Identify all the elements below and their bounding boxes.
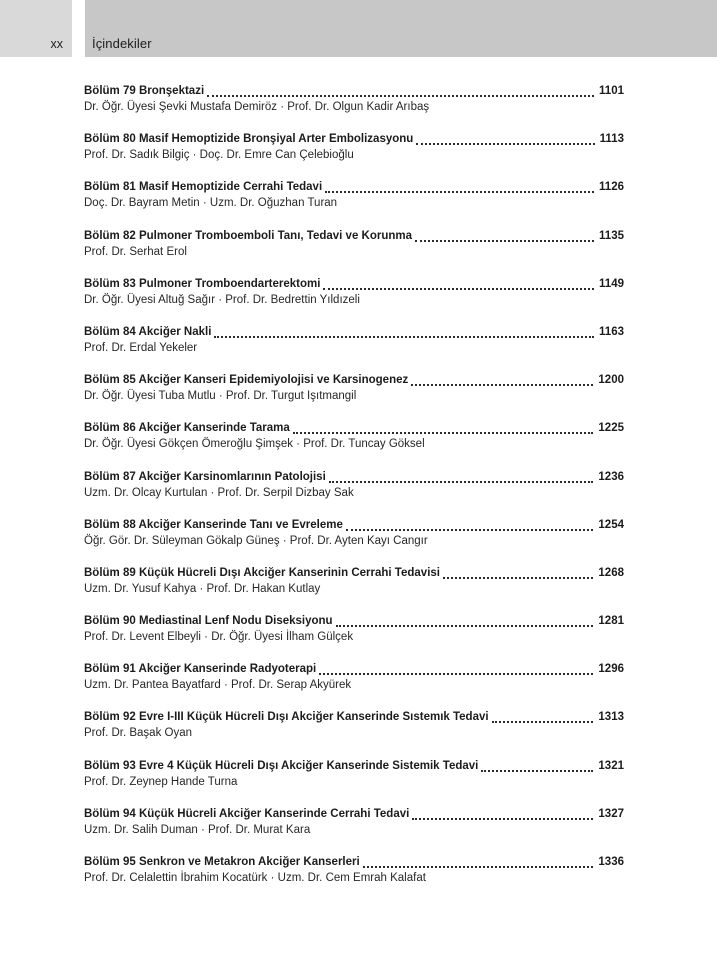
toc-entry [84, 566, 624, 597]
entry-row [84, 180, 624, 195]
entry-title: Bölüm 91 Akciğer Kanserinde Radyoterapi [84, 663, 317, 676]
entry-row [84, 518, 624, 533]
entry-authors: Prof. Dr. Serhat Erol [84, 245, 187, 258]
entry-authors: Dr. Öğr. Üyesi Tuba Mutlu · Prof. Dr. Turgut Işıtmangil [84, 390, 357, 403]
entry-page-number: 1281 [598, 615, 624, 628]
toc-entry [84, 807, 624, 838]
entry-title: Bölüm 80 Masif Hemoptizide Bronşiyal Arter Embolizasyonu [84, 133, 414, 146]
header-title: İçindekiler [92, 36, 152, 51]
toc-entry [84, 84, 624, 115]
entry-row [84, 662, 624, 677]
entry-page-number: 1225 [598, 422, 624, 435]
entry-authors: Uzm. Dr. Yusuf Kahya · Prof. Dr. Hakan Kutlay [84, 582, 321, 595]
entry-authors: Dr. Öğr. Üyesi Şevki Mustafa Demiröz · Prof. Dr. Olgun Kadir Arıbaş [84, 101, 430, 113]
entry-title: Bölüm 88 Akciğer Kanserinde Tanı ve Evreleme [84, 518, 343, 531]
entry-title: Bölüm 90 Mediastinal Lenf Nodu Diseksiyonu [84, 615, 333, 628]
header-bar [85, 0, 717, 57]
toc-entry [84, 132, 624, 163]
toc-entry [84, 229, 624, 260]
toc-entry [84, 180, 624, 211]
entry-page-number: 1113 [599, 133, 624, 146]
entry-title: Bölüm 79 Bronşektazi [84, 85, 205, 97]
toc-entry [84, 421, 624, 452]
entry-row [84, 84, 624, 99]
page-number-box [0, 0, 72, 57]
entry-page-number: 1336 [598, 856, 624, 868]
entry-row [84, 710, 624, 725]
toc-entry [84, 614, 624, 645]
toc-entry [84, 325, 624, 356]
entry-title: Bölüm 82 Pulmoner Tromboemboli Tanı, Tedavi ve Korunma [84, 229, 413, 242]
entry-authors: Uzm. Dr. Olcay Kurtulan · Prof. Dr. Serpil Dizbay Sak [84, 486, 354, 499]
entry-authors: Dr. Öğr. Üyesi Gökçen Ömeroğlu Şimşek · Prof. Dr. Tuncay Göksel [84, 438, 425, 451]
entry-title: Bölüm 95 Senkron ve Metakron Akciğer Kanserleri [84, 856, 360, 868]
entry-page-number: 1149 [599, 277, 624, 290]
entry-row [84, 759, 624, 774]
entry-page-number: 1163 [599, 325, 624, 338]
entry-title: Bölüm 94 Küçük Hücreli Akciğer Kanserinde Cerrahi Tedavi [84, 807, 410, 820]
entry-page-number: 1296 [598, 663, 624, 676]
entry-page-number: 1101 [599, 85, 624, 97]
entry-page-number: 1236 [598, 470, 624, 483]
toc-list [84, 84, 624, 903]
entry-page-number: 1254 [598, 518, 624, 531]
entry-authors: Prof. Dr. Sadık Bilgiç · Doç. Dr. Emre Can Çelebioğlu [84, 149, 354, 162]
toc-entry [84, 277, 624, 308]
entry-title: Bölüm 85 Akciğer Kanseri Epidemiyolojisi ve Karsinogenez [84, 374, 409, 387]
entry-authors: Uzm. Dr. Pantea Bayatfard · Prof. Dr. Serap Akyürek [84, 679, 352, 692]
entry-title: Bölüm 83 Pulmoner Tromboendarterektomi [84, 277, 321, 290]
entry-title: Bölüm 89 Küçük Hücreli Dışı Akciğer Kanserinin Cerrahi Tedavisi [84, 566, 440, 579]
entry-authors: Prof. Dr. Levent Elbeyli · Dr. Öğr. Üyesi İlham Gülçek [84, 631, 354, 644]
entry-row [84, 470, 624, 485]
entry-row [84, 566, 624, 581]
entry-row [84, 421, 624, 436]
entry-page-number: 1135 [599, 229, 624, 242]
entry-row [84, 132, 624, 147]
entry-row [84, 373, 624, 388]
entry-page-number: 1268 [598, 566, 624, 579]
entry-row [84, 855, 624, 870]
entry-authors: Prof. Dr. Celalettin İbrahim Kocatürk · Uzm. Dr. Cem Emrah Kalafat [84, 872, 426, 884]
page-number: xx [50, 37, 63, 51]
toc-entry [84, 518, 624, 549]
toc-entry [84, 710, 624, 741]
entry-row [84, 229, 624, 244]
entry-row [84, 807, 624, 822]
entry-authors: Öğr. Gör. Dr. Süleyman Gökalp Güneş · Prof. Dr. Ayten Kayı Cangır [84, 534, 428, 547]
entry-authors: Prof. Dr. Erdal Yekeler [84, 341, 198, 354]
entry-authors: Dr. Öğr. Üyesi Altuğ Sağır · Prof. Dr. Bedrettin Yıldızeli [84, 293, 360, 306]
toc-entry [84, 470, 624, 501]
entry-authors: Prof. Dr. Zeynep Hande Turna [84, 775, 238, 788]
toc-entry [84, 855, 624, 886]
entry-row [84, 277, 624, 292]
entry-authors: Uzm. Dr. Salih Duman · Prof. Dr. Murat Kara [84, 823, 311, 836]
entry-title: Bölüm 93 Evre 4 Küçük Hücreli Dışı Akciğer Kanserinde Sistemik Tedavi [84, 759, 479, 772]
entry-row [84, 614, 624, 629]
entry-title: Bölüm 92 Evre I-III Küçük Hücreli Dışı Akciğer Kanserinde Sıstemık Tedavi [84, 711, 489, 724]
toc-entry [84, 373, 624, 404]
entry-authors: Prof. Dr. Başak Oyan [84, 727, 193, 740]
entry-title: Bölüm 87 Akciğer Karsinomlarının Patolojisi [84, 470, 326, 483]
entry-authors: Doç. Dr. Bayram Metin · Uzm. Dr. Oğuzhan Turan [84, 197, 338, 210]
entry-page-number: 1327 [598, 807, 624, 820]
toc-entry [84, 662, 624, 693]
toc-entry [84, 759, 624, 790]
entry-page-number: 1200 [598, 374, 624, 387]
entry-row [84, 325, 624, 340]
entry-title: Bölüm 81 Masif Hemoptizide Cerrahi Tedavi [84, 181, 323, 194]
entry-title: Bölüm 86 Akciğer Kanserinde Tarama [84, 422, 290, 435]
entry-title: Bölüm 84 Akciğer Nakli [84, 325, 212, 338]
entry-page-number: 1321 [598, 759, 624, 772]
entry-page-number: 1313 [598, 711, 624, 724]
entry-page-number: 1126 [599, 181, 624, 194]
